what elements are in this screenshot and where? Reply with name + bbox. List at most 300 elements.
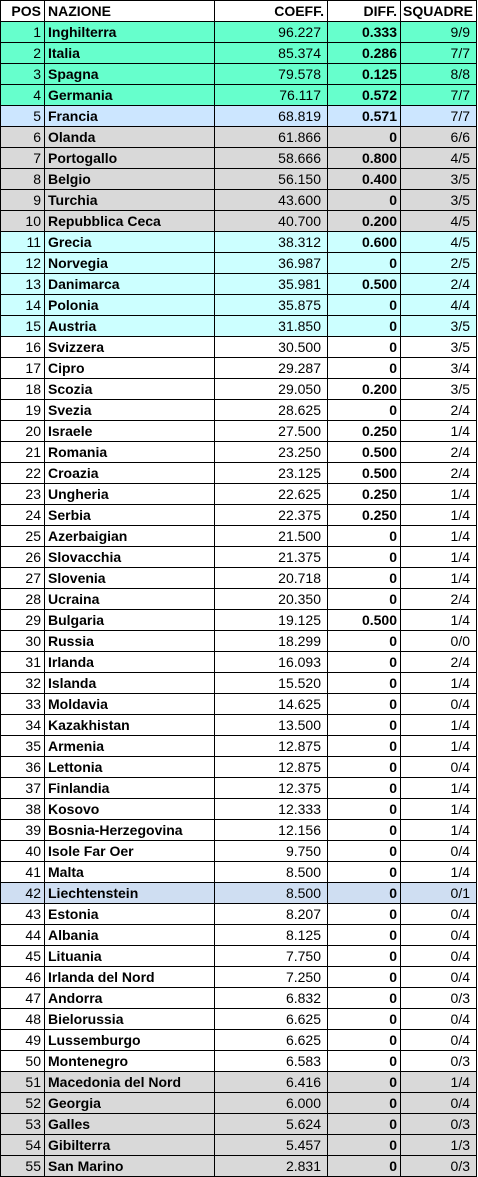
diff-cell: 0.500 [328, 610, 401, 631]
table-row [1, 232, 477, 253]
coeff-header: COEFF. [215, 1, 328, 22]
coeff-cell: 68.819 [215, 106, 328, 127]
nazione-header: NAZIONE [45, 1, 215, 22]
table-row [1, 1114, 477, 1135]
coeff-cell: 6.625 [215, 1030, 328, 1051]
diff-cell: 0 [328, 1156, 401, 1177]
table-row [1, 316, 477, 337]
header-row [1, 1, 477, 22]
pos-cell: 30 [1, 631, 45, 652]
diff-cell: 0 [328, 1072, 401, 1093]
coeff-cell: 6.625 [215, 1009, 328, 1030]
diff-cell: 0 [328, 631, 401, 652]
nazione-cell: Gibilterra [45, 1135, 215, 1156]
table-row [1, 421, 477, 442]
diff-cell: 0.572 [328, 85, 401, 106]
diff-cell: 0 [328, 925, 401, 946]
pos-cell: 34 [1, 715, 45, 736]
nazione-cell: Liechtenstein [45, 883, 215, 904]
diff-cell: 0 [328, 652, 401, 673]
diff-cell: 0 [328, 526, 401, 547]
diff-cell: 0 [328, 190, 401, 211]
table-row [1, 757, 477, 778]
diff-cell: 0.125 [328, 64, 401, 85]
table-row [1, 106, 477, 127]
nazione-cell: Belgio [45, 169, 215, 190]
pos-cell: 9 [1, 190, 45, 211]
nazione-cell: Grecia [45, 232, 215, 253]
table-row [1, 652, 477, 673]
squadre-cell: 4/4 [401, 295, 477, 316]
nazione-cell: Francia [45, 106, 215, 127]
coeff-cell: 85.374 [215, 43, 328, 64]
pos-cell: 27 [1, 568, 45, 589]
pos-cell: 42 [1, 883, 45, 904]
squadre-cell: 0/4 [401, 694, 477, 715]
nazione-cell: Andorra [45, 988, 215, 1009]
squadre-cell: 3/5 [401, 169, 477, 190]
squadre-cell: 1/3 [401, 1135, 477, 1156]
table-body [1, 22, 477, 1177]
pos-cell: 17 [1, 358, 45, 379]
table-row [1, 967, 477, 988]
diff-cell: 0.800 [328, 148, 401, 169]
nazione-cell: Albania [45, 925, 215, 946]
nazione-cell: Inghilterra [45, 22, 215, 43]
squadre-cell: 2/5 [401, 253, 477, 274]
pos-cell: 54 [1, 1135, 45, 1156]
squadre-cell: 0/4 [401, 904, 477, 925]
nazione-cell: Ucraina [45, 589, 215, 610]
diff-cell: 0 [328, 400, 401, 421]
squadre-cell: 0/4 [401, 967, 477, 988]
squadre-cell: 1/4 [401, 778, 477, 799]
coeff-cell: 27.500 [215, 421, 328, 442]
pos-cell: 28 [1, 589, 45, 610]
table-row [1, 988, 477, 1009]
pos-cell: 11 [1, 232, 45, 253]
squadre-cell: 7/7 [401, 85, 477, 106]
table-row [1, 190, 477, 211]
nazione-cell: Irlanda [45, 652, 215, 673]
pos-cell: 41 [1, 862, 45, 883]
nazione-cell: Austria [45, 316, 215, 337]
coeff-cell: 19.125 [215, 610, 328, 631]
nazione-cell: Bielorussia [45, 1009, 215, 1030]
nazione-cell: Scozia [45, 379, 215, 400]
diff-cell: 0 [328, 862, 401, 883]
nazione-cell: Portogallo [45, 148, 215, 169]
diff-cell: 0 [328, 1135, 401, 1156]
pos-cell: 24 [1, 505, 45, 526]
nazione-cell: Russia [45, 631, 215, 652]
squadre-cell: 3/4 [401, 358, 477, 379]
nazione-cell: Lettonia [45, 757, 215, 778]
squadre-cell: 0/4 [401, 946, 477, 967]
nazione-cell: Romania [45, 442, 215, 463]
pos-cell: 55 [1, 1156, 45, 1177]
coeff-cell: 29.050 [215, 379, 328, 400]
coeff-cell: 20.350 [215, 589, 328, 610]
diff-cell: 0.200 [328, 211, 401, 232]
coeff-cell: 22.625 [215, 484, 328, 505]
table-row [1, 379, 477, 400]
squadre-cell: 4/5 [401, 148, 477, 169]
squadre-cell: 0/3 [401, 1051, 477, 1072]
nazione-cell: Galles [45, 1114, 215, 1135]
diff-cell: 0.500 [328, 442, 401, 463]
nazione-cell: Turchia [45, 190, 215, 211]
diff-header: DIFF. [328, 1, 401, 22]
squadre-cell: 4/5 [401, 232, 477, 253]
table-row [1, 1009, 477, 1030]
squadre-cell: 7/7 [401, 106, 477, 127]
nazione-cell: Slovenia [45, 568, 215, 589]
squadre-cell: 4/5 [401, 211, 477, 232]
table-row [1, 526, 477, 547]
pos-cell: 7 [1, 148, 45, 169]
diff-cell: 0 [328, 1051, 401, 1072]
table-row [1, 568, 477, 589]
diff-cell: 0.500 [328, 274, 401, 295]
table-row [1, 64, 477, 85]
diff-cell: 0 [328, 127, 401, 148]
pos-header: POS [1, 1, 45, 22]
diff-cell: 0 [328, 694, 401, 715]
diff-cell: 0 [328, 337, 401, 358]
squadre-cell: 1/4 [401, 862, 477, 883]
squadre-cell: 2/4 [401, 652, 477, 673]
squadre-cell: 6/6 [401, 127, 477, 148]
diff-cell: 0 [328, 316, 401, 337]
coeff-cell: 6.583 [215, 1051, 328, 1072]
table-row [1, 148, 477, 169]
coeff-cell: 12.375 [215, 778, 328, 799]
squadre-cell: 3/5 [401, 190, 477, 211]
table-row [1, 799, 477, 820]
nazione-cell: Germania [45, 85, 215, 106]
diff-cell: 0 [328, 757, 401, 778]
nazione-cell: Bosnia-Herzegovina [45, 820, 215, 841]
pos-cell: 38 [1, 799, 45, 820]
coeff-cell: 35.981 [215, 274, 328, 295]
squadre-cell: 0/4 [401, 925, 477, 946]
coeff-cell: 20.718 [215, 568, 328, 589]
table-row [1, 1072, 477, 1093]
squadre-cell: 1/4 [401, 421, 477, 442]
coeff-cell: 96.227 [215, 22, 328, 43]
nazione-cell: Lussemburgo [45, 1030, 215, 1051]
coeff-cell: 58.666 [215, 148, 328, 169]
pos-cell: 39 [1, 820, 45, 841]
table-row [1, 1030, 477, 1051]
coeff-cell: 2.831 [215, 1156, 328, 1177]
coeff-cell: 29.287 [215, 358, 328, 379]
coeff-cell: 7.250 [215, 967, 328, 988]
diff-cell: 0 [328, 1030, 401, 1051]
squadre-cell: 1/4 [401, 673, 477, 694]
coeff-cell: 5.624 [215, 1114, 328, 1135]
diff-cell: 0 [328, 778, 401, 799]
squadre-cell: 7/7 [401, 43, 477, 64]
squadre-cell: 1/4 [401, 610, 477, 631]
pos-cell: 12 [1, 253, 45, 274]
diff-cell: 0.200 [328, 379, 401, 400]
diff-cell: 0 [328, 568, 401, 589]
coeff-cell: 12.875 [215, 757, 328, 778]
table-row [1, 862, 477, 883]
diff-cell: 0.600 [328, 232, 401, 253]
pos-cell: 35 [1, 736, 45, 757]
diff-cell: 0 [328, 988, 401, 1009]
squadre-cell: 0/3 [401, 988, 477, 1009]
coeff-cell: 30.500 [215, 337, 328, 358]
pos-cell: 31 [1, 652, 45, 673]
coeff-cell: 7.750 [215, 946, 328, 967]
table-row [1, 589, 477, 610]
squadre-cell: 1/4 [401, 526, 477, 547]
diff-cell: 0 [328, 715, 401, 736]
squadre-cell: 1/4 [401, 715, 477, 736]
pos-cell: 22 [1, 463, 45, 484]
nazione-cell: Irlanda del Nord [45, 967, 215, 988]
table-row [1, 673, 477, 694]
coeff-cell: 12.333 [215, 799, 328, 820]
coeff-cell: 6.416 [215, 1072, 328, 1093]
table-row [1, 400, 477, 421]
squadre-cell: 0/4 [401, 1093, 477, 1114]
coeff-cell: 36.987 [215, 253, 328, 274]
nazione-cell: Cipro [45, 358, 215, 379]
table-row [1, 463, 477, 484]
nazione-cell: Malta [45, 862, 215, 883]
diff-cell: 0 [328, 904, 401, 925]
table-row [1, 484, 477, 505]
nazione-cell: Polonia [45, 295, 215, 316]
coeff-cell: 40.700 [215, 211, 328, 232]
diff-cell: 0 [328, 1114, 401, 1135]
nazione-cell: Svezia [45, 400, 215, 421]
table-row [1, 904, 477, 925]
diff-cell: 0.333 [328, 22, 401, 43]
pos-cell: 19 [1, 400, 45, 421]
nazione-cell: Finlandia [45, 778, 215, 799]
table-row [1, 43, 477, 64]
squadre-cell: 1/4 [401, 484, 477, 505]
coeff-cell: 22.375 [215, 505, 328, 526]
pos-cell: 46 [1, 967, 45, 988]
diff-cell: 0 [328, 589, 401, 610]
table-row [1, 337, 477, 358]
squadre-cell: 1/4 [401, 547, 477, 568]
nazione-cell: Estonia [45, 904, 215, 925]
diff-cell: 0 [328, 295, 401, 316]
pos-cell: 4 [1, 85, 45, 106]
coeff-cell: 9.750 [215, 841, 328, 862]
squadre-cell: 0/4 [401, 841, 477, 862]
coeff-cell: 8.207 [215, 904, 328, 925]
diff-cell: 0 [328, 841, 401, 862]
squadre-cell: 9/9 [401, 22, 477, 43]
coeff-cell: 76.117 [215, 85, 328, 106]
table-row [1, 1051, 477, 1072]
nazione-cell: Kosovo [45, 799, 215, 820]
table-row [1, 1135, 477, 1156]
table-row [1, 736, 477, 757]
nazione-cell: Repubblica Ceca [45, 211, 215, 232]
squadre-cell: 1/4 [401, 505, 477, 526]
nazione-cell: Slovacchia [45, 547, 215, 568]
table-row [1, 946, 477, 967]
pos-cell: 2 [1, 43, 45, 64]
table-row [1, 715, 477, 736]
coeff-cell: 12.156 [215, 820, 328, 841]
table-row [1, 274, 477, 295]
pos-cell: 6 [1, 127, 45, 148]
table-row [1, 295, 477, 316]
pos-cell: 25 [1, 526, 45, 547]
diff-cell: 0.571 [328, 106, 401, 127]
squadre-cell: 3/5 [401, 379, 477, 400]
coeff-cell: 6.832 [215, 988, 328, 1009]
squadre-cell: 1/4 [401, 799, 477, 820]
table-row [1, 442, 477, 463]
nazione-cell: Israele [45, 421, 215, 442]
squadre-cell: 1/4 [401, 736, 477, 757]
pos-cell: 43 [1, 904, 45, 925]
pos-cell: 49 [1, 1030, 45, 1051]
diff-cell: 0 [328, 820, 401, 841]
coeff-cell: 23.250 [215, 442, 328, 463]
squadre-cell: 2/4 [401, 589, 477, 610]
diff-cell: 0.286 [328, 43, 401, 64]
table-row [1, 631, 477, 652]
nazione-cell: Georgia [45, 1093, 215, 1114]
diff-cell: 0 [328, 673, 401, 694]
pos-cell: 5 [1, 106, 45, 127]
nazione-cell: Montenegro [45, 1051, 215, 1072]
table-row [1, 925, 477, 946]
pos-cell: 50 [1, 1051, 45, 1072]
coeff-cell: 6.000 [215, 1093, 328, 1114]
squadre-cell: 0/3 [401, 1156, 477, 1177]
squadre-cell: 2/4 [401, 442, 477, 463]
diff-cell: 0.500 [328, 463, 401, 484]
table-row [1, 358, 477, 379]
nazione-cell: Serbia [45, 505, 215, 526]
pos-cell: 14 [1, 295, 45, 316]
table-row [1, 1093, 477, 1114]
pos-cell: 21 [1, 442, 45, 463]
pos-cell: 26 [1, 547, 45, 568]
coeff-cell: 16.093 [215, 652, 328, 673]
coeff-cell: 31.850 [215, 316, 328, 337]
nazione-cell: Svizzera [45, 337, 215, 358]
pos-cell: 15 [1, 316, 45, 337]
pos-cell: 52 [1, 1093, 45, 1114]
squadre-cell: 2/4 [401, 274, 477, 295]
coeff-cell: 8.125 [215, 925, 328, 946]
table-row [1, 883, 477, 904]
table-row [1, 211, 477, 232]
pos-cell: 16 [1, 337, 45, 358]
coeff-cell: 15.520 [215, 673, 328, 694]
coeff-cell: 43.600 [215, 190, 328, 211]
coeff-cell: 61.866 [215, 127, 328, 148]
diff-cell: 0 [328, 946, 401, 967]
squadre-cell: 0/4 [401, 1030, 477, 1051]
nazione-cell: Armenia [45, 736, 215, 757]
diff-cell: 0 [328, 358, 401, 379]
squadre-cell: 1/4 [401, 1072, 477, 1093]
table-row [1, 22, 477, 43]
coeff-cell: 56.150 [215, 169, 328, 190]
table-row [1, 610, 477, 631]
pos-cell: 10 [1, 211, 45, 232]
nazione-cell: Bulgaria [45, 610, 215, 631]
nazione-cell: Croazia [45, 463, 215, 484]
pos-cell: 44 [1, 925, 45, 946]
nazione-cell: Islanda [45, 673, 215, 694]
nazione-cell: Kazakhistan [45, 715, 215, 736]
diff-cell: 0.400 [328, 169, 401, 190]
pos-cell: 48 [1, 1009, 45, 1030]
pos-cell: 37 [1, 778, 45, 799]
table-row [1, 85, 477, 106]
squadre-cell: 1/4 [401, 568, 477, 589]
coeff-cell: 79.578 [215, 64, 328, 85]
diff-cell: 0 [328, 736, 401, 757]
squadre-header: SQUADRE [401, 1, 477, 22]
pos-cell: 45 [1, 946, 45, 967]
table-row [1, 694, 477, 715]
coeff-cell: 18.299 [215, 631, 328, 652]
coeff-cell: 14.625 [215, 694, 328, 715]
table-row [1, 505, 477, 526]
coeff-cell: 23.125 [215, 463, 328, 484]
table-row [1, 1156, 477, 1177]
coeff-cell: 13.500 [215, 715, 328, 736]
nazione-cell: Danimarca [45, 274, 215, 295]
coeff-cell: 5.457 [215, 1135, 328, 1156]
pos-cell: 20 [1, 421, 45, 442]
coeff-cell: 28.625 [215, 400, 328, 421]
pos-cell: 36 [1, 757, 45, 778]
diff-cell: 0.250 [328, 505, 401, 526]
pos-cell: 8 [1, 169, 45, 190]
nazione-cell: Norvegia [45, 253, 215, 274]
diff-cell: 0 [328, 883, 401, 904]
nazione-cell: Azerbaigian [45, 526, 215, 547]
diff-cell: 0 [328, 1009, 401, 1030]
squadre-cell: 0/3 [401, 1114, 477, 1135]
pos-cell: 18 [1, 379, 45, 400]
diff-cell: 0 [328, 1093, 401, 1114]
coeff-cell: 21.375 [215, 547, 328, 568]
pos-cell: 32 [1, 673, 45, 694]
nazione-cell: Moldavia [45, 694, 215, 715]
squadre-cell: 2/4 [401, 400, 477, 421]
nazione-cell: Italia [45, 43, 215, 64]
diff-cell: 0 [328, 547, 401, 568]
pos-cell: 3 [1, 64, 45, 85]
pos-cell: 47 [1, 988, 45, 1009]
pos-cell: 13 [1, 274, 45, 295]
diff-cell: 0.250 [328, 484, 401, 505]
table-row [1, 547, 477, 568]
table-row [1, 253, 477, 274]
nazione-cell: Ungheria [45, 484, 215, 505]
